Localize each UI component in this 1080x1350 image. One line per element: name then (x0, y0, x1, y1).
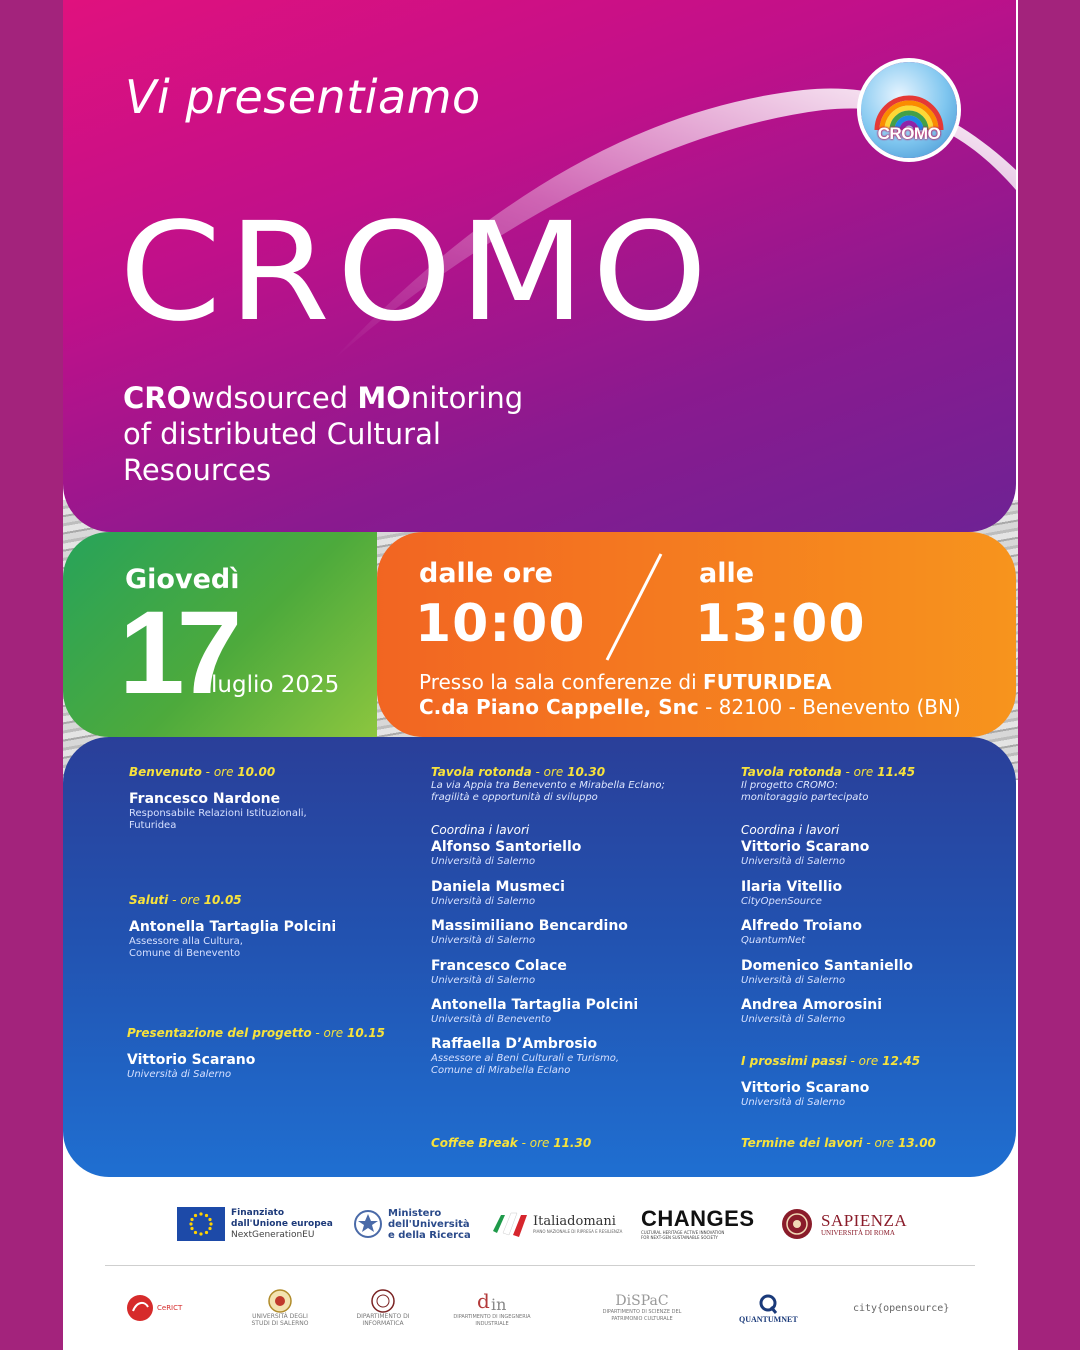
venue-address-street: C.da Piano Cappelle, Snc (419, 695, 699, 719)
session-label: Benvenuto (129, 765, 202, 779)
unisa-text: UNIVERSITÀ DEGLI STUDI DI SALERNO (251, 1313, 309, 1327)
speaker-name: Francesco Nardone (129, 791, 281, 807)
mur-logo (353, 1200, 471, 1248)
speaker (741, 879, 842, 908)
dispac-subtitle: DIPARTIMENTO DI SCIENZE DEL PATRIMONIO CULTURALE (602, 1309, 682, 1322)
venue-prefix: Presso la sala conferenze di (419, 670, 704, 694)
unisa-logo (245, 1286, 315, 1330)
poster (63, 0, 1018, 1350)
session-time (168, 893, 241, 907)
speaker (741, 997, 882, 1026)
changes-title: CHANGES (641, 1206, 755, 1231)
time-value: 11.30 (553, 1136, 592, 1150)
speaker-affiliation: Università di Salerno (741, 1097, 846, 1108)
speaker-affiliation: Università di Salerno (741, 975, 846, 986)
project-subtitle (123, 380, 603, 488)
speaker-name: Antonella Tartaglia Polcini (431, 997, 639, 1013)
session-time (863, 1136, 936, 1150)
session-round-table-1 (431, 765, 605, 779)
description-line: fragilità e opportunità di sviluppo (431, 792, 598, 803)
eu-flag-icon (177, 1207, 225, 1241)
session-label: Tavola rotonda (431, 765, 532, 779)
italy-flag-icon (491, 1209, 531, 1239)
diin-logo (447, 1286, 537, 1330)
session-time (202, 765, 275, 779)
time-separator: - ore (517, 1136, 554, 1150)
speaker-name: Daniela Musmeci (431, 879, 565, 895)
cerict-text: CeRICT (157, 1303, 183, 1312)
sponsor-logos (63, 1200, 1018, 1250)
quantumnet-logo (739, 1286, 798, 1330)
speaker-name: Ilaria Vitellio (741, 879, 843, 895)
changes-subtitle-1: CULTURAL HERITAGE ACTIVE INNOVATION (641, 1230, 725, 1235)
speaker-affiliation: Università di Salerno (127, 1069, 232, 1080)
speaker (129, 791, 307, 832)
speaker-affiliation: Università di Salerno (431, 856, 536, 867)
speaker-name: Francesco Colace (431, 958, 567, 974)
to-label: alle (699, 558, 755, 589)
time-value: 12.45 (882, 1054, 921, 1068)
header-panel (63, 0, 1016, 532)
speaker-name: Alfonso Santoriello (431, 839, 582, 855)
speaker (431, 879, 565, 908)
session-label: Tavola rotonda (741, 765, 842, 779)
cerict-mark-icon (125, 1293, 155, 1323)
speaker-affiliation: Università di Benevento (431, 1014, 552, 1025)
time-separator: - ore (841, 765, 878, 779)
start-time: 10:00 (415, 594, 586, 654)
svg-text:in: in (491, 1295, 507, 1314)
event-title: CROMO (119, 194, 714, 352)
eu-line-2: dall'Unione europea (231, 1218, 333, 1229)
day-of-week: Giovedì (125, 564, 240, 595)
speaker (431, 958, 567, 987)
speaker-role: Assessore alla Cultura, (129, 936, 243, 947)
eu-text (231, 1208, 333, 1241)
speaker (741, 958, 913, 987)
sapienza-logo (781, 1200, 907, 1248)
moderator-label: Coordina i lavori (431, 823, 530, 837)
informatica-seal-icon (371, 1289, 395, 1313)
subtitle-line-2: of distributed Cultural (123, 417, 441, 451)
cromo-logo (861, 62, 957, 158)
session-greetings (129, 893, 242, 907)
speaker (431, 918, 628, 947)
session-label: Termine dei lavori (741, 1136, 863, 1150)
speaker-name: Vittorio Scarano (741, 839, 870, 855)
session-presentation (127, 1026, 385, 1040)
coffee-break (431, 1136, 591, 1150)
description-line: monitoraggio partecipato (741, 792, 869, 803)
eu-line-1: Finanziato (231, 1207, 285, 1218)
venue-address-city: - 82100 - Benevento (BN) (698, 695, 961, 719)
speaker (129, 919, 336, 960)
time-value: 10.15 (347, 1026, 385, 1040)
dispac-logo (587, 1286, 697, 1330)
time-separator: - ore (846, 1054, 883, 1068)
end-time: 13:00 (695, 594, 866, 654)
sponsor-divider (105, 1265, 975, 1266)
mur-line-1: Ministero (388, 1207, 442, 1219)
session-label: I prossimi passi (741, 1054, 847, 1068)
changes-subtitle-2: FOR NEXT-GEN SUSTAINABLE SOCIETY (641, 1235, 718, 1240)
speaker-name: Andrea Amorosini (741, 997, 883, 1013)
informatica-logo (353, 1286, 413, 1330)
session-time (518, 1136, 591, 1150)
program-panel (63, 737, 1016, 1177)
time-value: 10.05 (203, 893, 242, 907)
italiadomani-subtitle: PIANO NAZIONALE DI RIPRESA E RESILIENZA (533, 1229, 623, 1234)
speaker-name: Raffaella D’Ambrosio (431, 1036, 598, 1052)
session-label: Saluti (129, 893, 169, 907)
informatica-text: DIPARTIMENTO DI INFORMATICA (356, 1313, 410, 1327)
speaker-org: Futuridea (129, 820, 177, 831)
time-separator: - ore (168, 893, 204, 907)
mur-line-2: dell'Università (388, 1218, 470, 1230)
time-value: 13.00 (897, 1136, 936, 1150)
session-time (847, 1054, 920, 1068)
session-label: Presentazione del progetto (127, 1026, 312, 1040)
speaker-name: Vittorio Scarano (741, 1080, 870, 1096)
session-next-steps (741, 1054, 920, 1068)
from-label: dalle ore (419, 558, 553, 589)
speaker-affiliation: Università di Salerno (431, 975, 536, 986)
cityopensource-logo (853, 1286, 949, 1330)
speaker-org: Comune di Benevento (129, 948, 241, 959)
time-separator: - ore (201, 765, 238, 779)
dispac-title: DiSPaC (615, 1293, 669, 1309)
month-year: luglio 2025 (211, 672, 340, 698)
speaker-affiliation: QuantumNet (741, 935, 806, 946)
moderator-label: Coordina i lavori (741, 823, 840, 837)
speaker-name: Antonella Tartaglia Polcini (129, 919, 337, 935)
time-separator: - ore (862, 1136, 898, 1150)
speaker-affiliation: Comune di Mirabella Eclano (431, 1065, 571, 1076)
speaker-name: Massimiliano Bencardino (431, 918, 628, 934)
sapienza-subtitle: UNIVERSITÀ DI ROMA (821, 1228, 895, 1237)
cerict-logo (125, 1286, 182, 1330)
quantumnet-q-icon (757, 1293, 779, 1315)
time-value: 11.45 (877, 765, 916, 779)
speaker-affiliation: Università di Salerno (431, 896, 536, 907)
sapienza-title: SAPIENZA (821, 1210, 908, 1230)
session-time (842, 765, 915, 779)
speaker-affiliation: Assessore ai Beni Culturali e Turismo, (431, 1053, 620, 1064)
subtitle-bold-mo: MO (357, 381, 411, 415)
time-value: 10.30 (567, 765, 606, 779)
speaker (431, 839, 581, 868)
time-value: 10.00 (237, 765, 276, 779)
session-welcome (129, 765, 275, 779)
speaker (431, 1036, 619, 1077)
intro-text: Vi presentiamo (125, 70, 481, 124)
session-time (312, 1026, 385, 1040)
rainbow-icon (871, 72, 947, 132)
speaker-name: Alfredo Troiano (741, 918, 863, 934)
time-separator: - ore (531, 765, 568, 779)
date-panel (63, 532, 377, 737)
session-round-table-2 (741, 765, 915, 779)
eu-funding-logo (177, 1200, 333, 1248)
speaker-name: Domenico Santaniello (741, 958, 913, 974)
logo-text: CROMO (877, 124, 941, 143)
cityopensource-text: city{opensource} (853, 1302, 950, 1314)
italian-emblem-icon (353, 1208, 383, 1240)
venue-info (419, 670, 961, 720)
subtitle-text-2: nitoring (410, 381, 524, 415)
speaker-affiliation: Università di Salerno (741, 1014, 846, 1025)
day-number: 17 (119, 587, 235, 719)
speaker (741, 839, 869, 868)
subtitle-line-3: Resources (123, 453, 272, 487)
subtitle-bold-cro: CRO (123, 381, 192, 415)
slash-divider (599, 552, 669, 662)
time-venue-panel (377, 532, 1016, 737)
session-description (741, 780, 1011, 804)
quantumnet-text: QUANTUMNET (739, 1314, 798, 1324)
speaker-affiliation: Università di Salerno (741, 856, 846, 867)
session-closing (741, 1136, 936, 1150)
speaker (741, 1080, 869, 1109)
description-line: Il progetto CROMO: (741, 780, 838, 791)
italiadomani-title: Italiadomani (533, 1214, 616, 1229)
speaker-affiliation: CityOpenSource (741, 896, 822, 907)
session-label: Coffee Break (431, 1136, 518, 1150)
sapienza-seal-icon (781, 1206, 813, 1242)
speaker-name: Vittorio Scarano (127, 1052, 256, 1068)
speaker (741, 918, 862, 947)
session-description (431, 780, 701, 804)
sapienza-text (821, 1212, 907, 1237)
session-time (532, 765, 605, 779)
diin-text: DIPARTIMENTO DI INGEGNERIA INDUSTRIALE (453, 1314, 531, 1327)
svg-text:d: d (477, 1289, 490, 1313)
italiadomani-logo (491, 1200, 622, 1248)
speaker-role: Responsabile Relazioni Istituzionali, (129, 808, 307, 819)
venue-name: FUTURIDEA (703, 670, 832, 694)
partner-logos (63, 1280, 1018, 1340)
eu-line-3: NextGenerationEU (231, 1229, 315, 1240)
mur-line-3: e della Ricerca (388, 1229, 471, 1241)
description-line: La via Appia tra Benevento e Mirabella Eclano; (431, 780, 665, 791)
speaker (431, 997, 638, 1026)
diin-mark-icon (475, 1288, 509, 1314)
unisa-seal-icon (268, 1289, 292, 1313)
speaker-affiliation: Università di Salerno (431, 935, 536, 946)
italiadomani-text (533, 1214, 622, 1234)
mur-text (388, 1208, 471, 1241)
changes-logo (641, 1200, 755, 1248)
speaker (127, 1052, 255, 1081)
subtitle-text-1: wdsourced (191, 381, 358, 415)
time-separator: - ore (311, 1026, 347, 1040)
